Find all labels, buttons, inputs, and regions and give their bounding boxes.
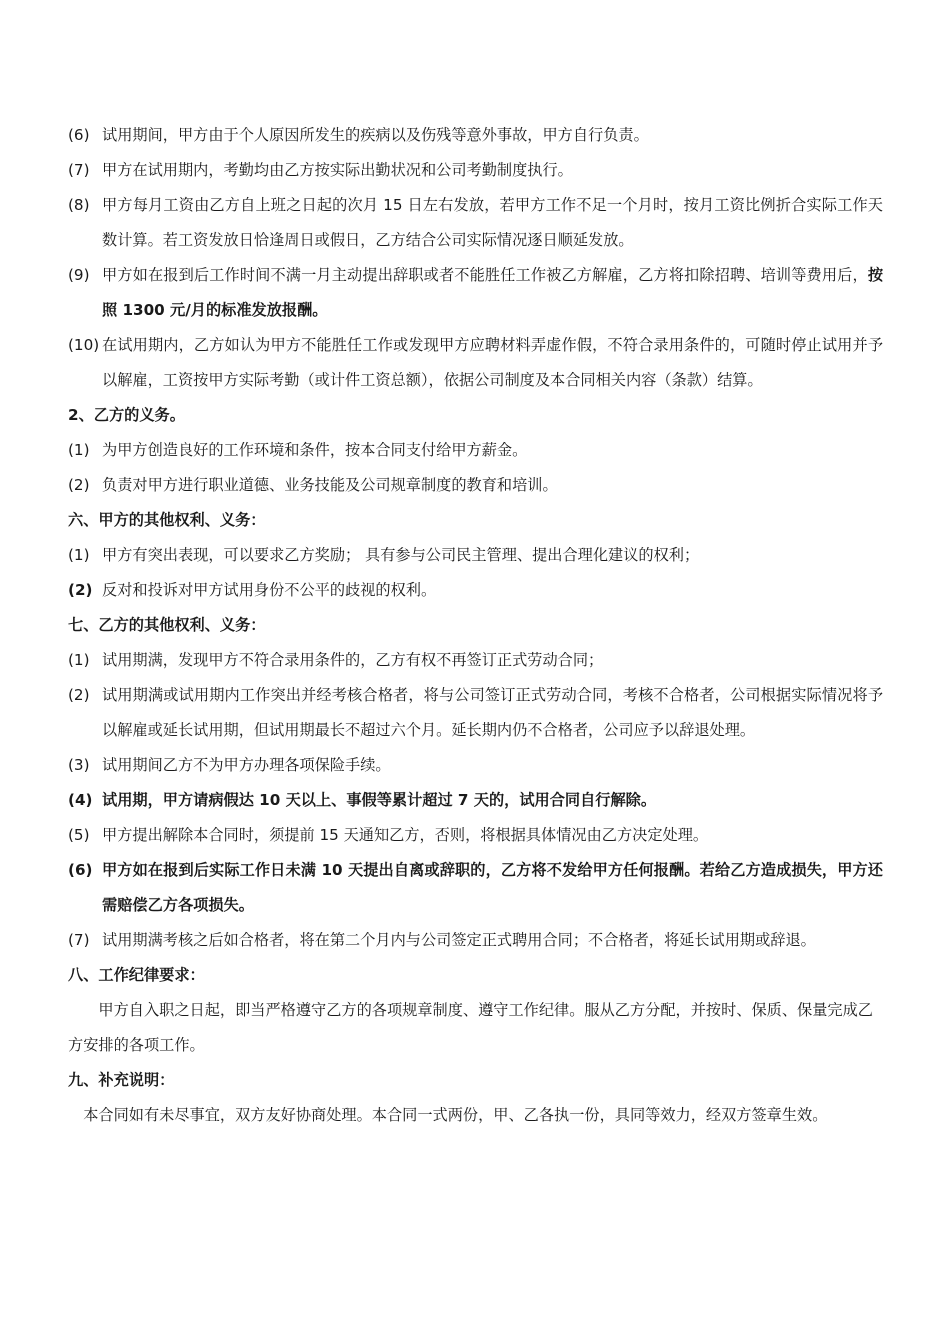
list-item [68,783,883,818]
list-item [68,433,883,468]
item-text: 试用期，甲方请病假达 10 天以上、事假等累计超过 7 天的，试用合同自行解除。 [102,791,657,809]
item-text: 甲方如在报到后实际工作日未满 10 天提出自离或辞职的，乙方将不发给甲方任何报酬。若给乙方造成损失，甲方还需赔偿乙方各项损失。 [102,861,883,914]
item-number: (7) [68,161,90,179]
item-number: (5) [68,826,90,844]
list-item [68,818,883,853]
item-text: 试用期满考核之后如合格者，将在第二个月内与公司签定正式聘用合同；不合格者，将延长试用期或辞退。 [102,931,816,949]
list-item [68,923,883,958]
item-text: 反对和投诉对甲方试用身份不公平的歧视的权利。 [102,581,437,599]
item-text-container [102,258,883,328]
item-text: 甲方在试用期内，考勤均由乙方按实际出勤状况和公司考勤制度执行。 [102,161,573,179]
list-item [68,678,883,748]
list-item [68,258,883,328]
item-text: 甲方提出解除本合同时，须提前 15 天通知乙方，否则，将根据具体情况由乙方决定处理。 [102,826,709,844]
contract-content [68,118,883,1133]
item-number: (1) [68,651,90,669]
list-item [68,748,883,783]
item-text: 甲方如在报到后工作时间不满一月主动提出辞职或者不能胜任工作被乙方解雇，乙方将扣除招聘、培训等费用后， [102,266,868,284]
item-number: (10) [68,336,100,354]
item-number: (3) [68,756,90,774]
item-number: (2) [68,581,93,599]
item-text: 试用期间乙方不为甲方办理各项保险手续。 [102,756,391,774]
item-number: (9) [68,266,90,284]
item-text: 甲方每月工资由乙方自上班之日起的次月 15 日左右发放，若甲方工作不足一个月时，按月工资比例折合实际工作天数计算。若工资发放日恰逢周日或假日，乙方结合公司实际情况逐日顺延发放。 [102,196,883,249]
section-heading-yi-obligations: 2、乙方的义务。 [68,406,185,424]
item-number: (2) [68,686,90,704]
section-heading-9: 九、补充说明： [68,1071,175,1089]
list-item [68,188,883,258]
list-item [68,573,883,608]
item-number: (8) [68,196,90,214]
list-item [68,153,883,188]
item-number: (1) [68,546,90,564]
list-item [68,643,883,678]
item-number: (1) [68,441,90,459]
item-text: 试用期满或试用期内工作突出并经考核合格者，将与公司签订正式劳动合同，考核不合格者，公司根据实际情况将予以解雇或延长试用期，但试用期最长不超过六个月。延长期内仍不合格者，公司应予以辞退处理。 [102,686,883,739]
list-item [68,328,883,398]
list-item [68,468,883,503]
item-number: (6) [68,861,93,879]
item-text: 试用期满，发现甲方不符合录用条件的，乙方有权不再签订正式劳动合同； [102,651,604,669]
item-number: (7) [68,931,90,949]
list-item [68,118,883,153]
item-number: (6) [68,126,90,144]
item-text-bold: 按照 1300 元/月的标准发放报酬。 [102,266,883,319]
item-text: 负责对甲方进行职业道德、业务技能及公司规章制度的教育和培训。 [102,476,558,494]
section-heading-7: 七、乙方的其他权利、义务： [68,616,266,634]
item-text: 试用期间，甲方由于个人原因所发生的疾病以及伤残等意外事故，甲方自行负责。 [102,126,649,144]
item-text: 在试用期内，乙方如认为甲方不能胜任工作或发现甲方应聘材料弄虚作假，不符合录用条件的，可随时停止试用并予以解雇，工资按甲方实际考勤（或计件工资总额），依据公司制度及本合同相关内容（条款）结算。 [102,336,883,389]
item-number: (4) [68,791,93,809]
list-item [68,853,883,923]
list-item [68,538,883,573]
section-9-paragraph: 本合同如有未尽事宜，双方友好协商处理。本合同一式两份，甲、乙各执一份，具同等效力，经双方签章生效。 [83,1106,828,1124]
item-text: 为甲方创造良好的工作环境和条件，按本合同支付给甲方薪金。 [102,441,528,459]
section-8-paragraph: 甲方自入职之日起，即当严格遵守乙方的各项规章制度、遵守工作纪律。服从乙方分配，并按时、保质、保量完成乙方安排的各项工作。 [68,1001,873,1054]
item-text: 甲方有突出表现，可以要求乙方奖励； 具有参与公司民主管理、提出合理化建议的权利； [102,546,700,564]
item-number: (2) [68,476,90,494]
section-heading-6: 六、甲方的其他权利、义务： [68,511,266,529]
section-heading-8: 八、工作纪律要求： [68,966,205,984]
